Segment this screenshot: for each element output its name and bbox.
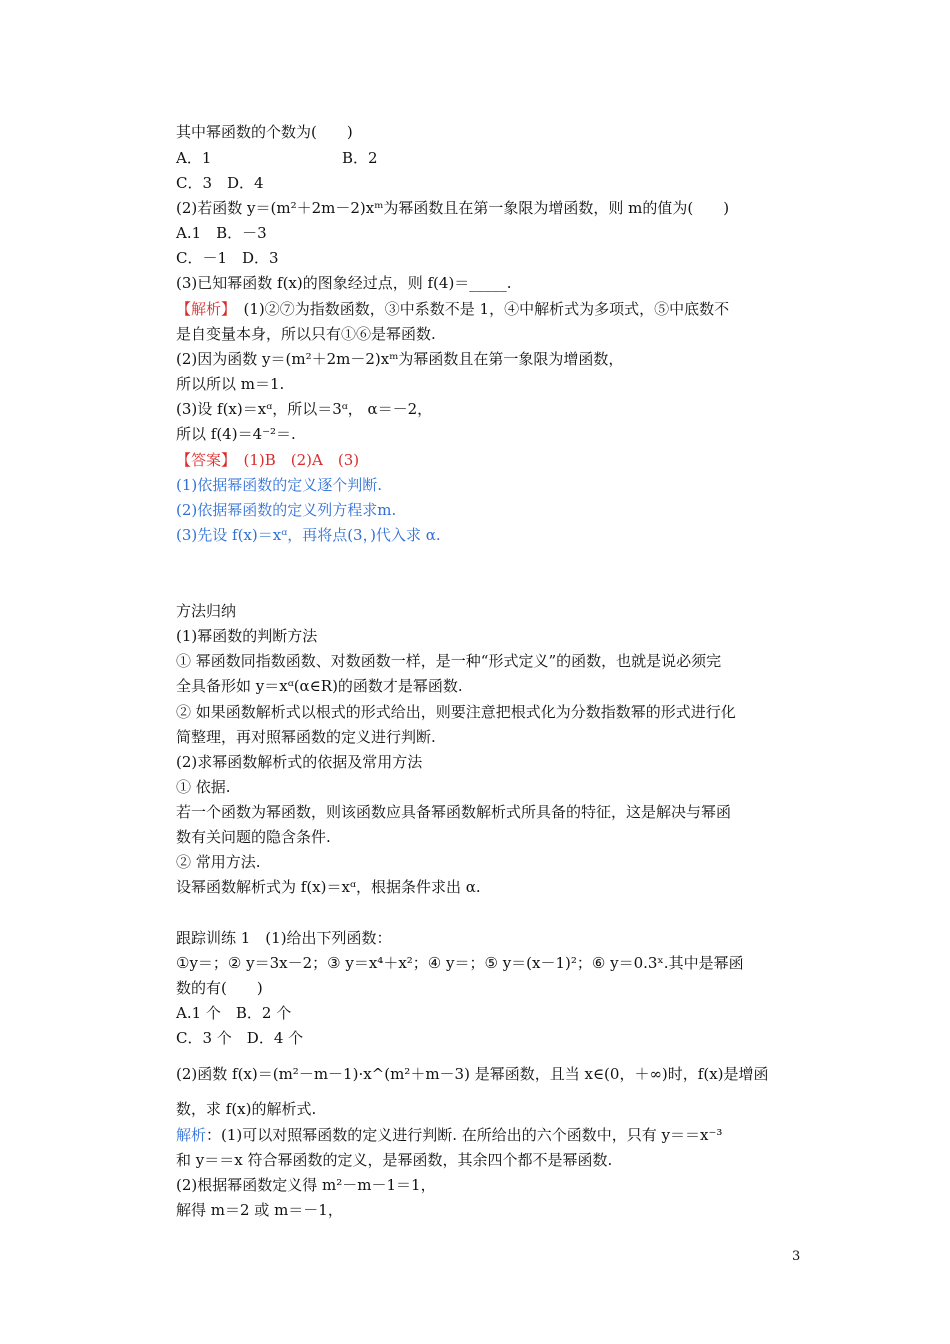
section-title: 方法归纳	[176, 602, 237, 620]
text-line: ① 依据.	[176, 778, 231, 796]
text-line: A.1 个 B．2 个	[176, 1004, 292, 1022]
page-number: 3	[792, 1249, 801, 1264]
text-line: (3)设 f(x)＝xᵅ，所以＝3ᵅ， α＝－2，	[176, 400, 433, 418]
text-line: 数的有( )	[176, 979, 263, 997]
hint-line: (3)先设 f(x)＝xᵅ，再将点(3，)代入求 α.	[176, 526, 441, 544]
text-line: 解得 m＝2 或 m＝－1，	[176, 1201, 343, 1219]
text-line: A．1	[176, 149, 212, 167]
text-line: ① 幂函数同指数函数、对数函数一样，是一种“形式定义”的函数，也就是说必须完	[176, 652, 722, 670]
text-line: ② 如果函数解析式以根式的形式给出，则要注意把根式化为分数指数幂的形式进行化	[176, 703, 736, 721]
text-line: (2)根据幂函数定义得 m²－m－1＝1，	[176, 1176, 436, 1194]
text-line: (2)因为函数 y＝(m²＋2m－2)xᵐ为幂函数且在第一象限为增函数，	[176, 350, 624, 368]
text-line: ①y＝；② y＝3x－2；③ y＝x⁴＋x²；④ y＝；⑤ y＝(x－1)²；⑥ y＝0.3ˣ.其中是幂函	[176, 954, 744, 972]
text-line: 数有关问题的隐含条件.	[176, 828, 331, 846]
text-line: (2)求幂函数解析式的依据及常用方法	[176, 753, 423, 771]
text-line: 跟踪训练 1 (1)给出下列函数：	[176, 929, 392, 947]
text-line: 全具备形如 y＝xᵅ(α∈R)的函数才是幂函数.	[176, 677, 463, 695]
answer-tag: 【答案】	[176, 451, 229, 469]
text-line: C．－1 D．3	[176, 249, 279, 267]
text-line: 简整理，再对照幂函数的定义进行判断.	[176, 728, 436, 746]
text-line: ② 常用方法.	[176, 853, 261, 871]
analysis-text: (1)②⑦为指数函数，③中系数不是 1，④中解析式为多项式，⑤中底数不	[228, 300, 730, 318]
answer-line	[176, 448, 359, 472]
solution-tag: 解析	[176, 1126, 207, 1144]
text-line: 所以所以 m＝1.	[176, 375, 285, 393]
text-line: 设幂函数解析式为 f(x)＝xᵅ，根据条件求出 α.	[176, 878, 481, 896]
text-line: 其中幂函数的个数为( )	[176, 123, 353, 141]
text-line: 若一个函数为幂函数，则该函数应具备幂函数解析式所具备的特征，这是解决与幂函	[176, 803, 732, 821]
text-line: (2)函数 f(x)＝(m²－m－1)·x^(m²＋m－3) 是幂函数，且当 x∈(0，＋∞)时，f(x)是增函	[176, 1065, 769, 1083]
text-line: B．2	[342, 149, 378, 167]
analysis-line	[176, 297, 729, 321]
text-line: 是自变量本身，所以只有①⑥是幂函数.	[176, 325, 436, 343]
solution-text: ：(1)可以对照幂函数的定义进行判断. 在所给出的六个函数中，只有 y＝＝x⁻³	[206, 1126, 723, 1144]
solution-line	[176, 1123, 722, 1147]
text-line: 所以 f(4)＝4⁻²＝.	[176, 425, 296, 443]
hint-line: (1)依据幂函数的定义逐个判断.	[176, 476, 383, 494]
text-line: C．3 个 D．4 个	[176, 1029, 304, 1047]
hint-line: (2)依据幂函数的定义列方程求m.	[176, 501, 397, 519]
text-line: 数，求 f(x)的解析式.	[176, 1100, 317, 1118]
analysis-tag: 【解析】	[176, 300, 229, 318]
text-line: (3)已知幂函数 f(x)的图象经过点，则 f(4)＝_____.	[176, 274, 512, 292]
text-line: (2)若函数 y＝(m²＋2m－2)xᵐ为幂函数且在第一象限为增函数，则 m的值为( )	[176, 199, 730, 217]
text-line: (1)幂函数的判断方法	[176, 627, 318, 645]
text-line: A.1 B．－3	[176, 224, 267, 242]
text-line: 和 y＝＝x 符合幂函数的定义，是幂函数，其余四个都不是幂函数.	[176, 1151, 613, 1169]
text-line: C．3 D．4	[176, 174, 264, 192]
answer-text: (1)B (2)A (3)	[228, 451, 360, 469]
